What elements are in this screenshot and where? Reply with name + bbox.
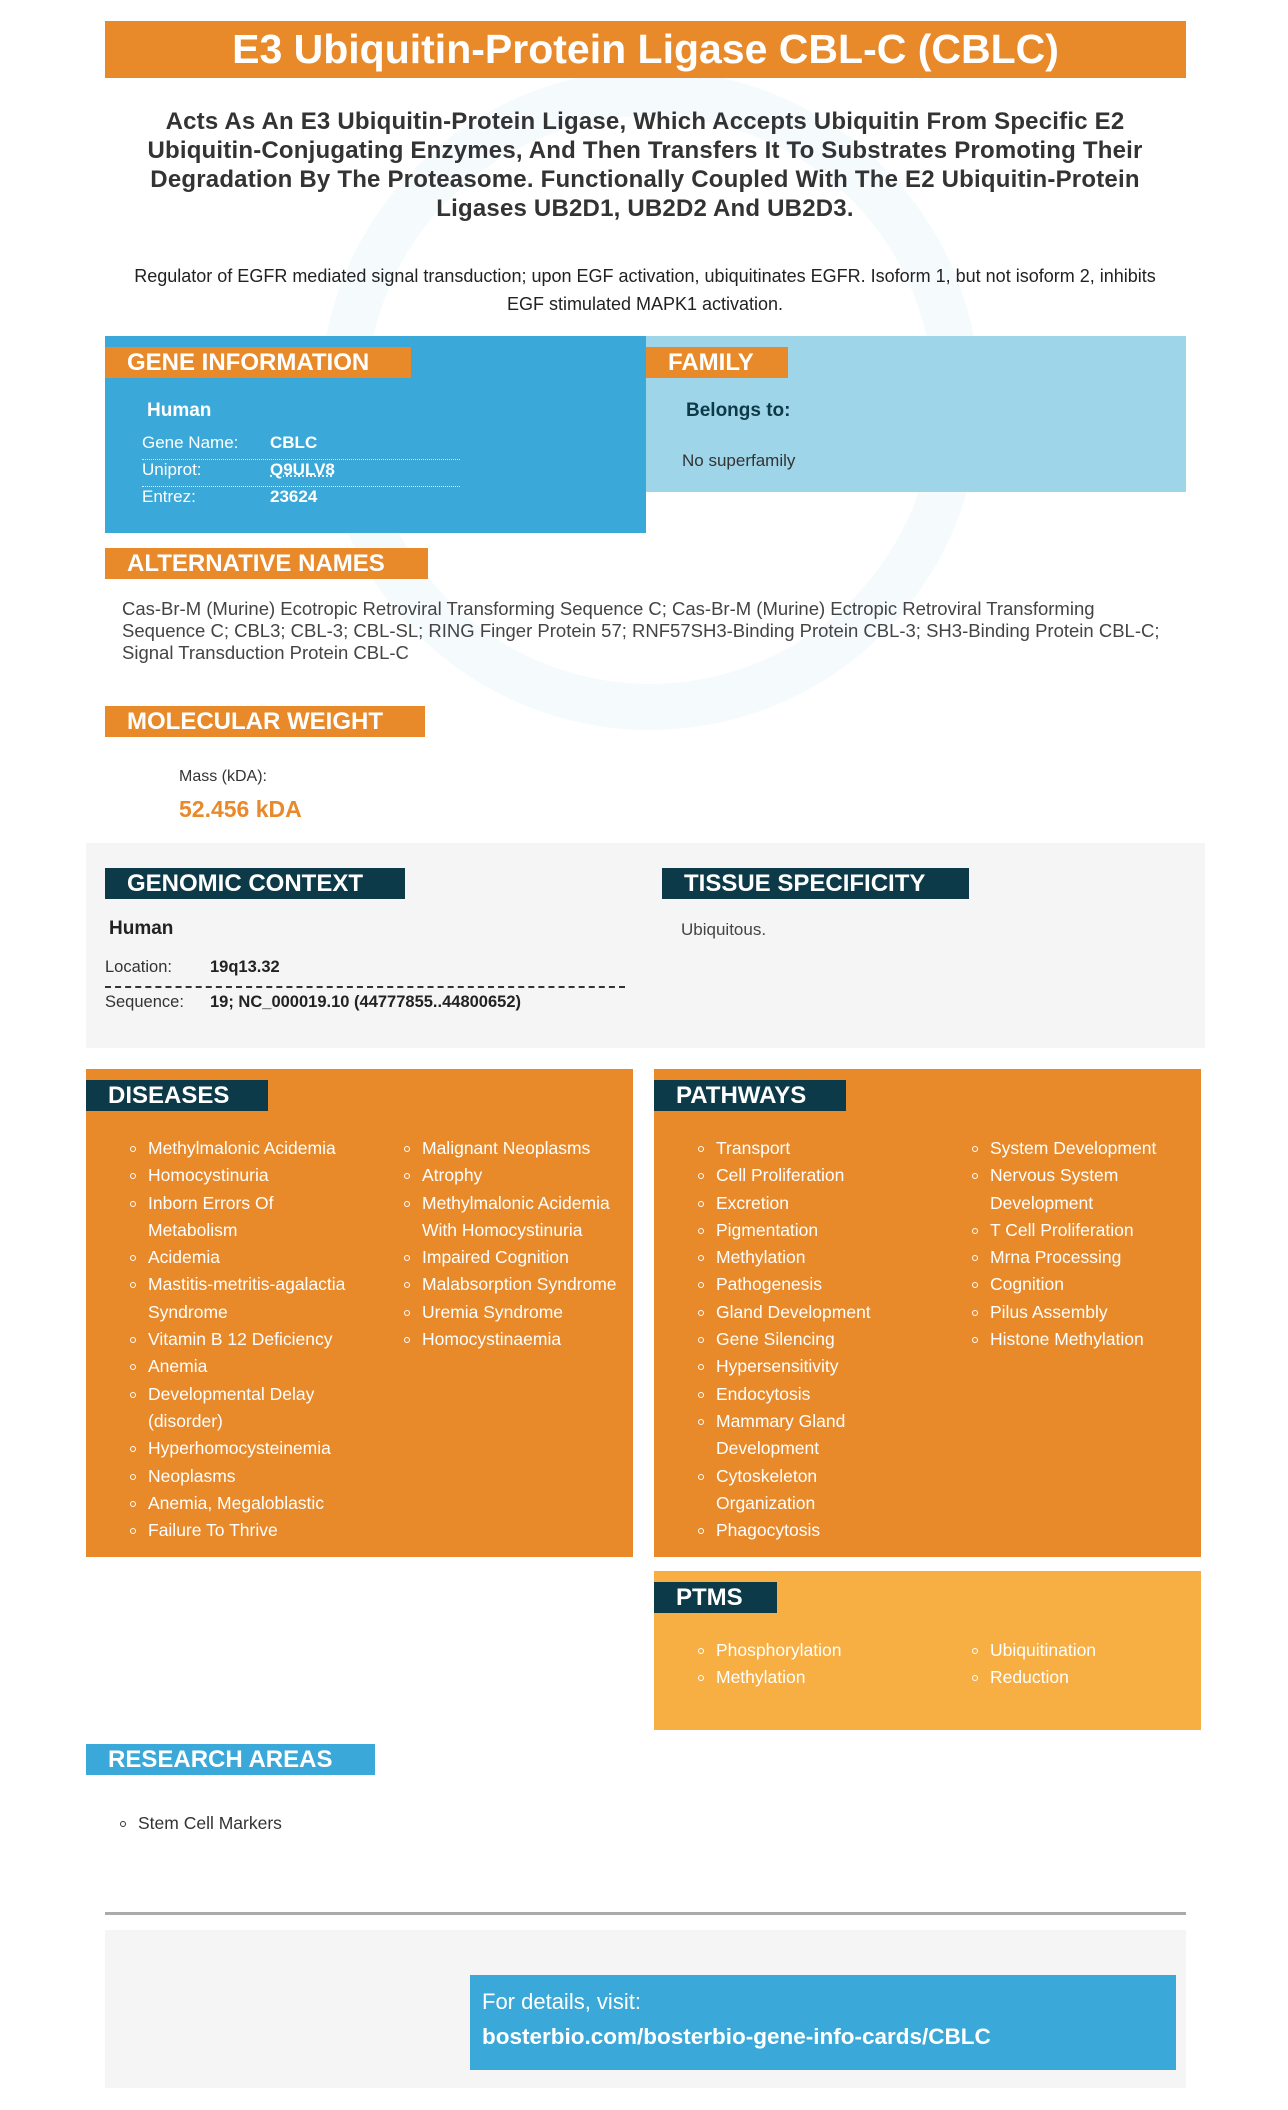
pathway-item: Histone Methylation [964, 1326, 1179, 1353]
diseases-list-col1 [122, 1135, 362, 1544]
ptms-panel [654, 1571, 1201, 1730]
pathway-item: Methylation [690, 1244, 890, 1271]
location-value: 19q13.32 [210, 958, 280, 976]
disease-item: Methylmalonic Acidemia [122, 1135, 362, 1162]
pathway-item: Cell Proliferation [690, 1162, 890, 1189]
footer-divider [105, 1912, 1186, 1915]
tissue-specificity-heading: TISSUE SPECIFICITY [662, 868, 969, 899]
entrez-row [142, 487, 460, 513]
ptms-list-col1 [690, 1637, 890, 1692]
pathway-item: Endocytosis [690, 1381, 890, 1408]
pathways-list-col2 [964, 1135, 1179, 1353]
pathway-item: System Development [964, 1135, 1179, 1162]
family-panel [646, 336, 1186, 492]
location-row [105, 958, 625, 988]
disease-item: Mastitis-metritis-agalactia Syndrome [122, 1271, 362, 1326]
research-areas-heading: RESEARCH AREAS [86, 1744, 375, 1775]
ptm-item: Methylation [690, 1664, 890, 1691]
disease-item: Impaired Cognition [396, 1244, 626, 1271]
disease-item: Homocystinaemia [396, 1326, 626, 1353]
pathways-panel [654, 1069, 1201, 1557]
diseases-panel [86, 1069, 633, 1557]
disease-item: Uremia Syndrome [396, 1299, 626, 1326]
gene-name-row [142, 433, 460, 460]
gene-species: Human [147, 400, 212, 421]
pathway-item: Cytoskeleton Organization [690, 1463, 890, 1518]
gene-name-label: Gene Name: [142, 433, 239, 452]
tissue-specificity-text: Ubiquitous. [681, 920, 767, 939]
genomic-context-heading: GENOMIC CONTEXT [105, 868, 405, 899]
pathways-list-col1 [690, 1135, 890, 1544]
mass-value: 52.456 kDA [179, 796, 302, 822]
genomic-species: Human [109, 918, 174, 939]
page-title: E3 Ubiquitin-Protein Ligase CBL-C (CBLC) [105, 21, 1186, 78]
disease-item: Neoplasms [122, 1463, 362, 1490]
mass-label: Mass (kDA): [179, 768, 267, 785]
research-area-item: Stem Cell Markers [112, 1810, 512, 1837]
pathway-item: T Cell Proliferation [964, 1217, 1179, 1244]
pathway-item: Pilus Assembly [964, 1299, 1179, 1326]
disease-item: Inborn Errors Of Metabolism [122, 1190, 362, 1245]
details-link-box[interactable] [470, 1975, 1176, 2070]
disease-item: Developmental Delay (disorder) [122, 1381, 362, 1436]
function-description: Regulator of EGFR mediated signal transduction; upon EGF activation, ubiquitinates EGFR. Isoform 1, but not isoform 2, inhibits EGF stimulated MAPK1 activation. [134, 266, 1156, 314]
pathway-item: Cognition [964, 1271, 1179, 1298]
family-heading: FAMILY [646, 347, 788, 378]
alternative-names-text: Cas-Br-M (Murine) Ecotropic Retroviral Transforming Sequence C; Cas-Br-M (Murine) Ectropic Retroviral Transforming Sequence C; CBL3; CBL-3; CBL-SL; RING Finger Protein 57; RNF57SH3-Binding Protein CBL-3; SH3-Binding Protein CBL-C; Signal Transduction Protein CBL-C [122, 598, 1160, 663]
disease-item: Atrophy [396, 1162, 626, 1189]
pathway-item: Pigmentation [690, 1217, 890, 1244]
disease-item: Acidemia [122, 1244, 362, 1271]
disease-item: Methylmalonic Acidemia With Homocystinuria [396, 1190, 626, 1245]
uniprot-row [142, 460, 460, 487]
diseases-heading: DISEASES [86, 1080, 268, 1111]
family-value: No superfamily [682, 451, 796, 470]
uniprot-label: Uniprot: [142, 460, 202, 479]
ptms-heading: PTMS [654, 1582, 777, 1613]
research-areas-list [112, 1810, 512, 1837]
ptm-item: Reduction [964, 1664, 1164, 1691]
pathway-item: Gland Development [690, 1299, 890, 1326]
pathway-item: Transport [690, 1135, 890, 1162]
entrez-value[interactable]: 23624 [270, 487, 318, 506]
gene-information-heading: GENE INFORMATION [105, 347, 411, 378]
sequence-value: 19; NC_000019.10 (44777855..44800652) [210, 993, 522, 1011]
family-belongs-label: Belongs to: [686, 400, 791, 421]
footer-details-label: For details, visit: [482, 1989, 641, 2014]
pathway-item: Mrna Processing [964, 1244, 1179, 1271]
disease-item: Anemia, Megaloblastic [122, 1490, 362, 1517]
ptms-list-col2 [964, 1637, 1164, 1692]
pathways-heading: PATHWAYS [654, 1080, 846, 1111]
alternative-names-heading: ALTERNATIVE NAMES [105, 548, 428, 579]
disease-item: Malabsorption Syndrome [396, 1271, 626, 1298]
disease-item: Failure To Thrive [122, 1517, 362, 1544]
pathway-item: Excretion [690, 1190, 890, 1217]
disease-item: Hyperhomocysteinemia [122, 1435, 362, 1462]
disease-item: Vitamin B 12 Deficiency [122, 1326, 362, 1353]
pathway-item: Mammary Gland Development [690, 1408, 890, 1463]
pathway-item: Nervous System Development [964, 1162, 1179, 1217]
footer-details-url[interactable]: bosterbio.com/bosterbio-gene-info-cards/CBLC [482, 2024, 991, 2049]
pathway-item: Gene Silencing [690, 1326, 890, 1353]
diseases-list-col2 [396, 1135, 626, 1353]
location-label: Location: [105, 958, 172, 976]
sequence-label: Sequence: [105, 993, 184, 1011]
entrez-label: Entrez: [142, 487, 196, 506]
molecular-weight-heading: MOLECULAR WEIGHT [105, 706, 425, 737]
gene-information-panel [105, 336, 646, 533]
ptm-item: Phosphorylation [690, 1637, 890, 1664]
disease-item: Anemia [122, 1353, 362, 1380]
pathway-item: Pathogenesis [690, 1271, 890, 1298]
pathway-item: Phagocytosis [690, 1517, 890, 1544]
sequence-row [105, 993, 665, 1017]
disease-item: Homocystinuria [122, 1162, 362, 1189]
pathway-item: Hypersensitivity [690, 1353, 890, 1380]
uniprot-link[interactable]: Q9ULV8 [270, 460, 335, 479]
gene-name-value: CBLC [270, 433, 318, 452]
function-summary: Acts As An E3 Ubiquitin-Protein Ligase, Which Accepts Ubiquitin From Specific E2 Ubiquitin-Conjugating Enzymes, And Then Transfers It To Substrates Promoting Their Degradation By The Proteasome. Functionally Coupled With The E2 Ubiquitin-Protein Ligases UB2D1, UB2D2 And UB2D3. [147, 108, 1143, 222]
ptm-item: Ubiquitination [964, 1637, 1164, 1664]
disease-item: Malignant Neoplasms [396, 1135, 626, 1162]
